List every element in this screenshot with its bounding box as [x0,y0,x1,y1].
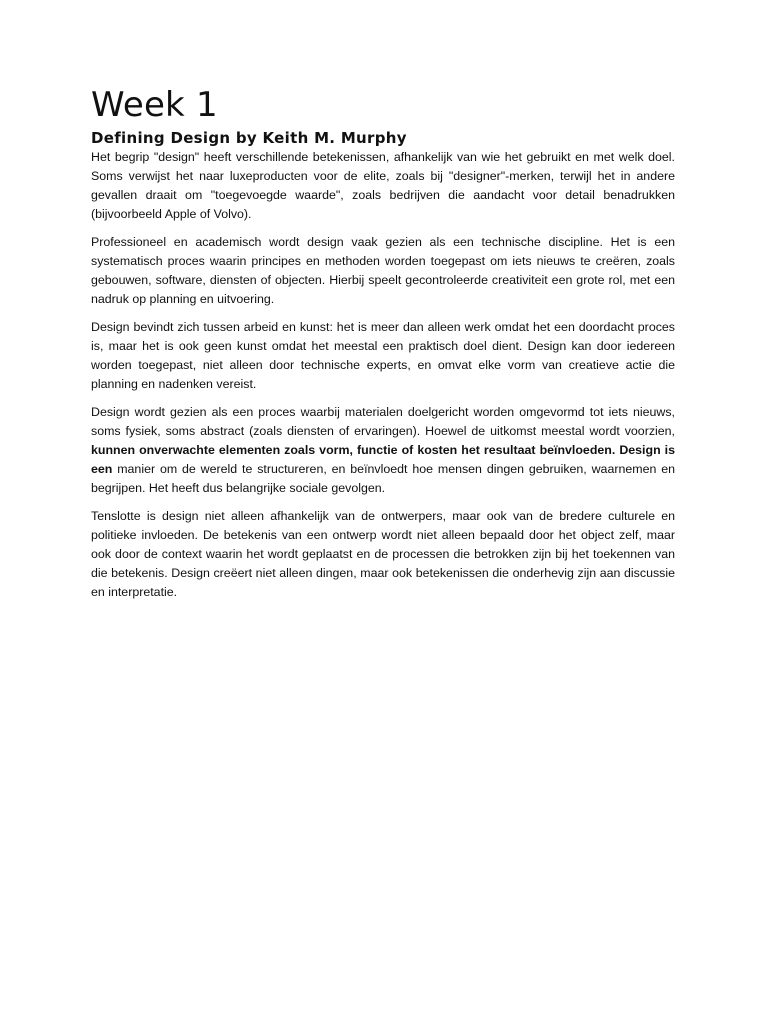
paragraph-4-bold-text: kunnen onverwachte elementen zoals vorm, functie of kosten het resultaat beïnvloeden. Design is een [91,443,675,476]
paragraph-4-text-after: manier om de wereld te structureren, en beïnvloedt hoe mensen dingen gebruiken, waarnemen en begrijpen. Het heeft dus belangrijke sociale gevolgen. [91,462,675,495]
paragraph-3: Design bevindt zich tussen arbeid en kunst: het is meer dan alleen werk omdat het een doordacht proces is, maar het is ook geen kunst omdat het meestal een praktisch doel dient. Design kan door iedereen worden toegepast, niet alleen door technische experts, en omvat elke vorm van creatieve actie die planning en nadenken vereist. [91,320,675,391]
paragraph-5: Tenslotte is design niet alleen afhankelijk van de ontwerpers, maar ook van de bredere culturele en politieke invloeden. De betekenis van een ontwerp wordt niet alleen bepaald door het object zelf, maar ook door de context waarin het wordt geplaatst en de processen die betrokken zijn bij het toekennen van die betekenis. Design creëert niet alleen dingen, maar ook betekenissen die onderhevig zijn aan discussie en interpretatie. [91,509,675,599]
paragraph-1: Het begrip "design" heeft verschillende betekenissen, afhankelijk van wie het gebruikt en met welk doel. Soms verwijst het naar luxeproducten voor de elite, zoals bij "designer"-merken, terwijl het in andere gevallen draait om "toegevoegde waarde", zoals bedrijven die aandacht voor detail benadrukken (bijvoorbeeld Apple of Volvo). [91,150,675,221]
document-page [91,82,675,611]
page-title: Week 1 [91,85,218,125]
paragraph-2: Professioneel en academisch wordt design vaak gezien als een technische discipline. Het is een systematisch proces waarin principes en methoden worden toegepast om iets nieuws te creëren, zoals gebouwen, software, diensten of objecten. Hierbij speelt gecontroleerde creativiteit een grote rol, met een nadruk op planning en uitvoering. [91,235,675,306]
paragraph-4 [91,403,675,498]
paragraph-4-text-before: Design wordt gezien als een proces waarbij materialen doelgericht worden omgevormd tot iets nieuws, soms fysiek, soms abstract (zoals diensten of ervaringen). Hoewel de uitkomst meestal wordt voorzien, [91,405,675,438]
page-subtitle: Defining Design by Keith M. Murphy [91,129,407,147]
